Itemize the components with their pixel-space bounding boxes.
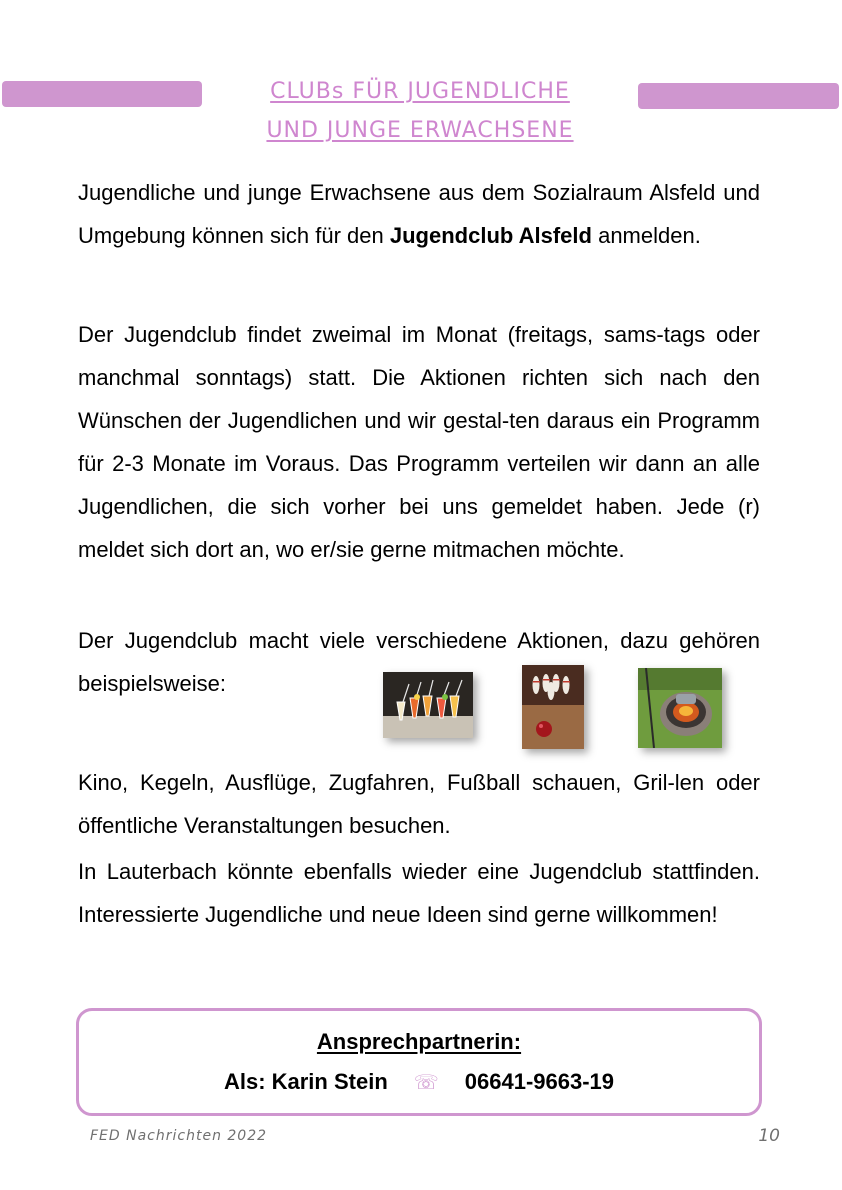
intro-text-b: anmelden. bbox=[591, 223, 701, 248]
intro-club-name: Jugendclub Alsfeld bbox=[389, 223, 592, 248]
paragraph-activities-intro: Der Jugendclub macht viele verschiedene Aktionen, dazu gehören beispielsweise: bbox=[78, 628, 760, 696]
footer-publication: FED Nachrichten 2022 bbox=[90, 1128, 268, 1144]
bowling-photo bbox=[522, 665, 584, 749]
heading-line-1: CLUBs FÜR JUGENDLICHE bbox=[270, 79, 570, 104]
page-number: 10 bbox=[758, 1126, 780, 1146]
heading-line-2: UND JUNGE ERWACHSENE bbox=[266, 118, 574, 143]
contact-line bbox=[79, 1069, 759, 1095]
contact-title: Ansprechpartnerin: bbox=[316, 1029, 522, 1054]
paragraph-activities-list: Kino, Kegeln, Ausflüge, Zugfahren, Fußball schauen, Gril-len oder öffentliche Veranstaltungen besuchen. bbox=[78, 770, 760, 838]
paragraph-lauterbach: In Lauterbach könnte ebenfalls wieder eine Jugendclub stattfinden. Interessierte Jugendliche und neue Ideen sind gerne willkommen! bbox=[78, 859, 760, 927]
phone-icon: ☏ bbox=[413, 1072, 439, 1094]
grill-photo bbox=[638, 668, 722, 748]
cocktails-photo bbox=[383, 672, 473, 738]
paragraph-intro bbox=[78, 171, 760, 257]
contact-name: Als: Karin Stein bbox=[223, 1069, 388, 1094]
contact-box bbox=[76, 1008, 762, 1116]
contact-phone[interactable]: 06641-9663-19 bbox=[464, 1069, 615, 1094]
paragraph-schedule: Der Jugendclub findet zweimal im Monat (freitags, sams-tags oder manchmal sonntags) statt. Die Aktionen richten sich nach den Wünschen der Jugendlichen und wir gestal-ten daraus ein Programm für 2-3 Monate im Voraus. Das Programm verteilen wir dann an alle Jugendlichen, die sich vorher bei uns gemeldet haben. Jede (r) meldet sich dort an, wo er/sie gerne mitmachen möchte. bbox=[78, 322, 760, 562]
section-heading bbox=[170, 72, 670, 150]
intro-text-a: Jugendliche und junge Erwachsene aus dem Sozialraum Alsfeld und Umgebung können sich für den bbox=[78, 180, 760, 248]
